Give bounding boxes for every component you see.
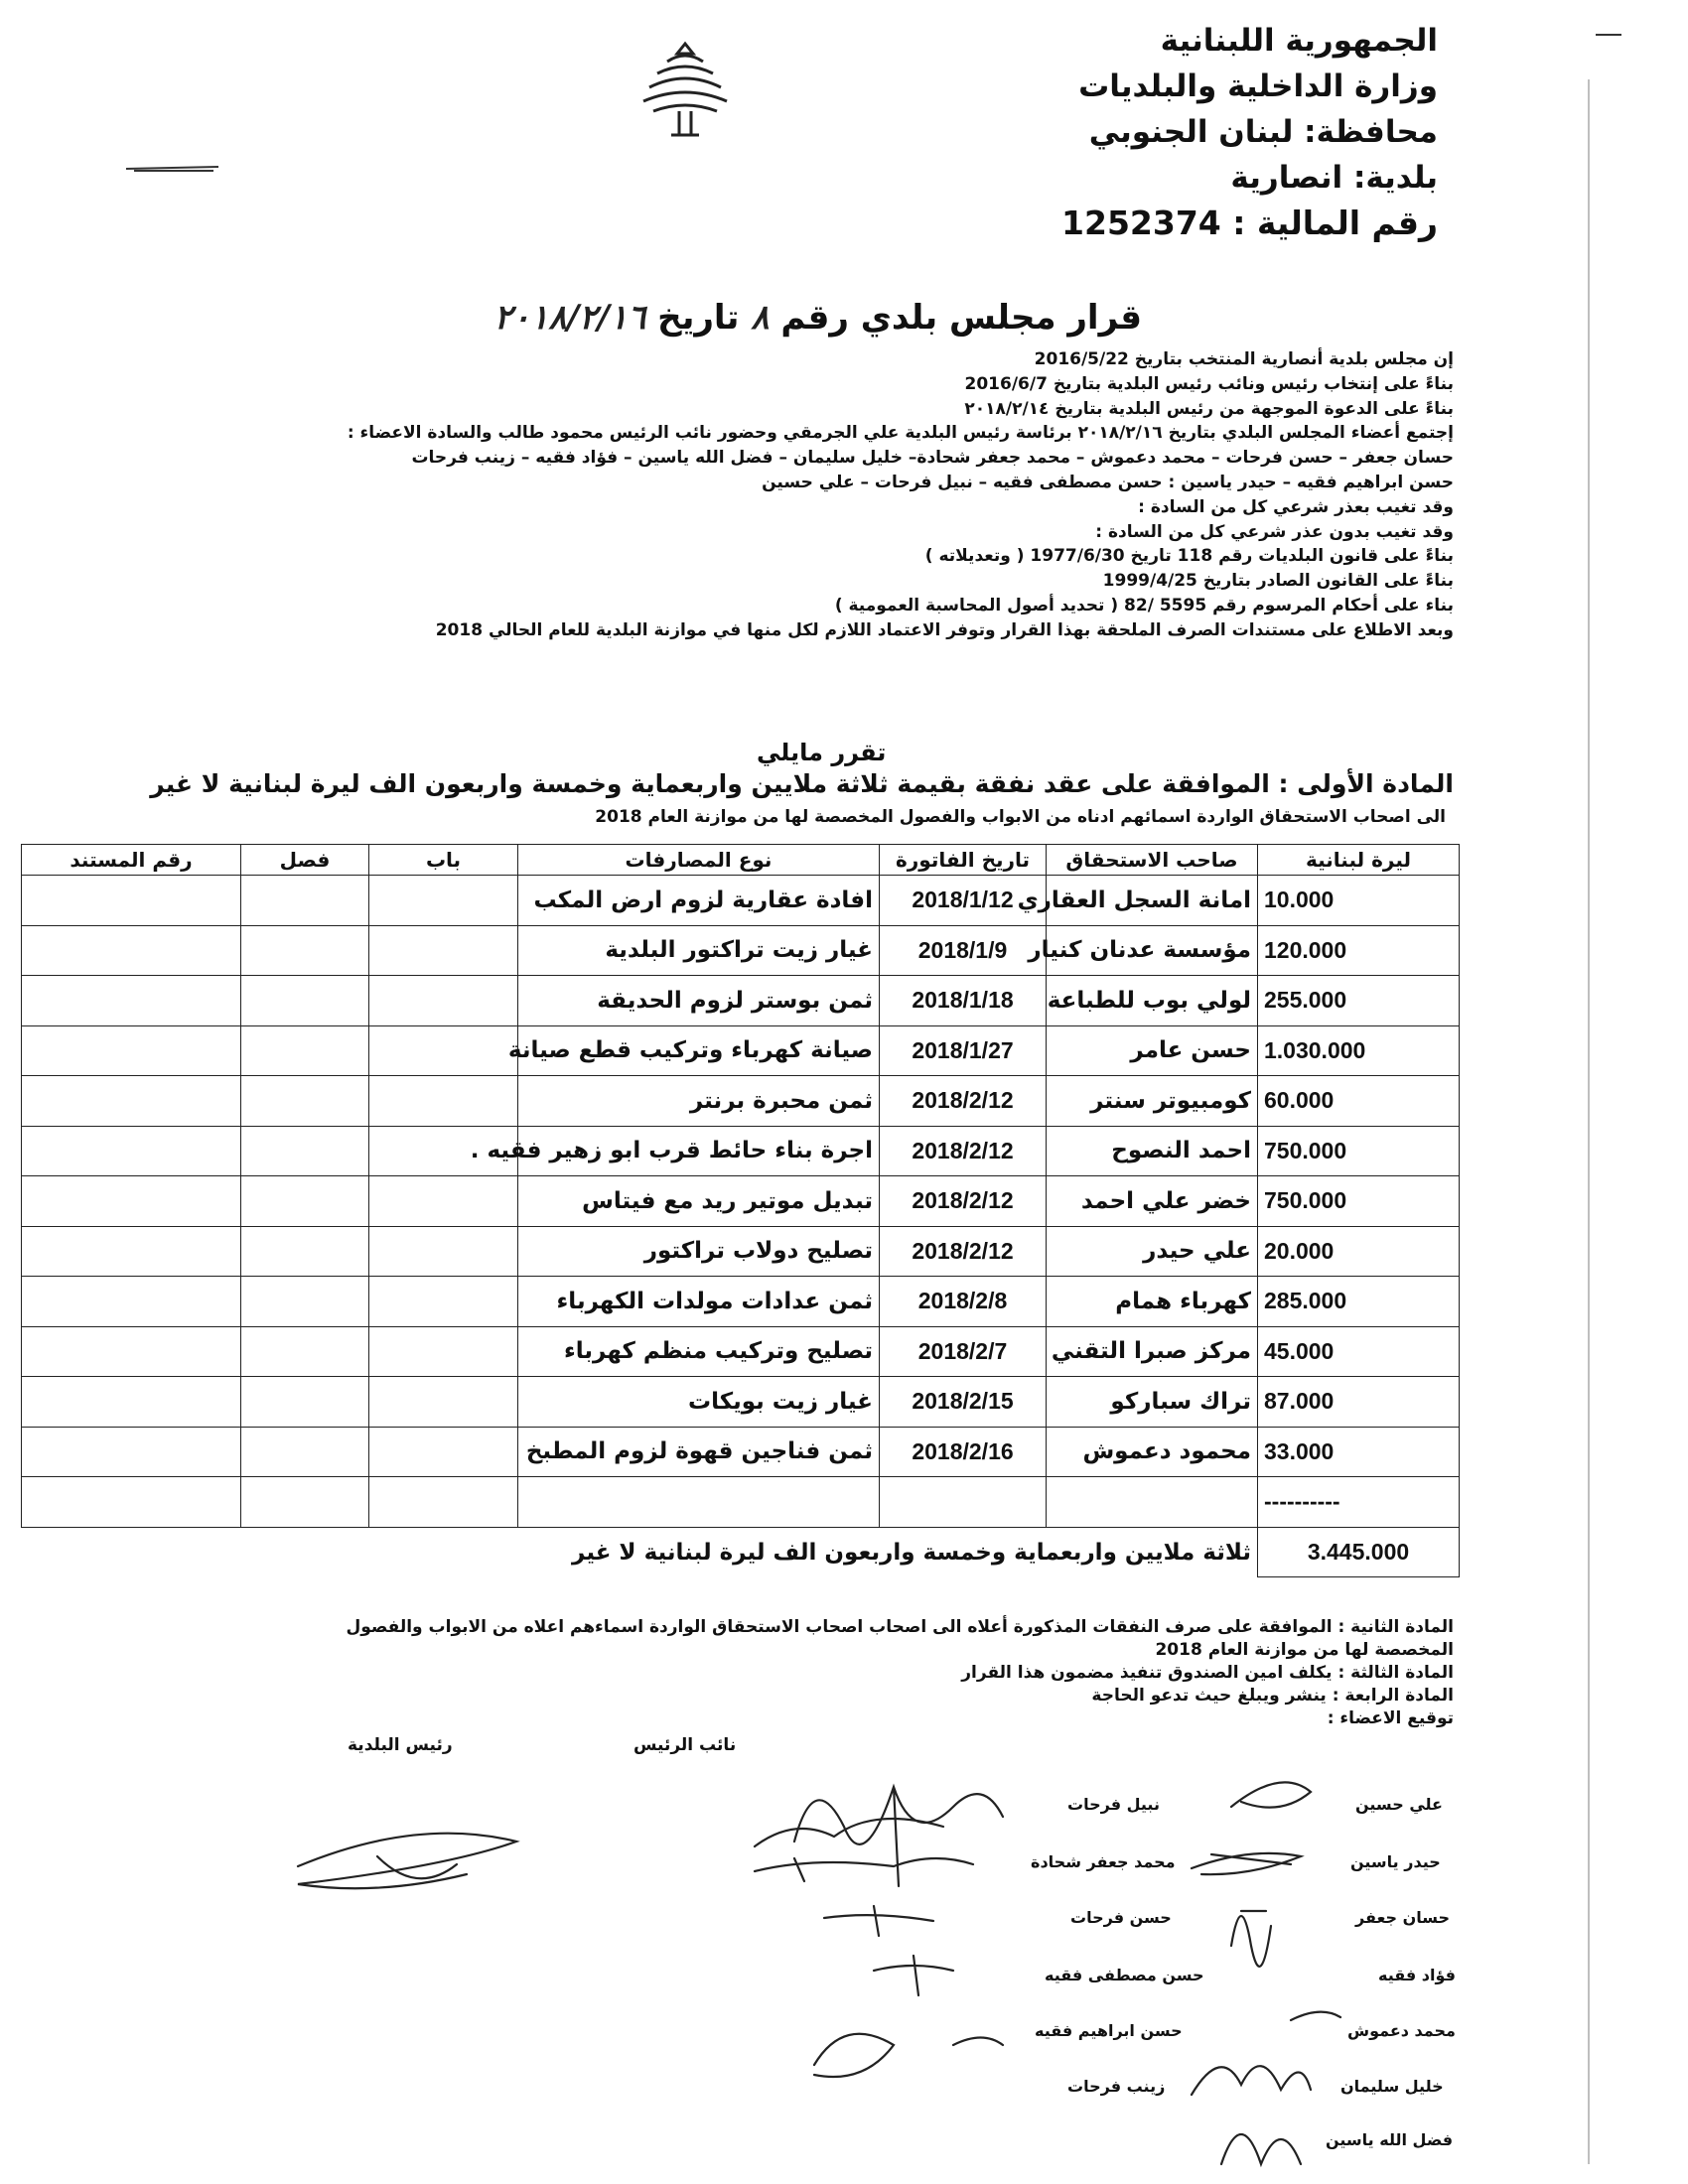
cell-amount: 1.030.000 bbox=[1258, 1025, 1460, 1076]
cell-invoice-date bbox=[880, 1477, 1047, 1528]
cell-expense-type: غيار زيت تراكتور البلدية bbox=[518, 925, 880, 976]
cell-expense-type: ثمن بوستر لزوم الحديقة bbox=[518, 976, 880, 1026]
cell-section bbox=[241, 1277, 369, 1327]
article-three: المادة الثالثة : يكلف امين الصندوق تنفيذ مضمون هذا القرار bbox=[961, 1663, 1454, 1683]
cell-expense-type bbox=[518, 1477, 880, 1528]
table-row bbox=[22, 1326, 1460, 1377]
col-expense-type: نوع المصارفات bbox=[518, 845, 880, 876]
cell-section bbox=[241, 1025, 369, 1076]
preamble-line: حسان جعفر – حسن فرحات – محمد دعموش – محمد جعفر شحادة– خليل سليمان – فضل الله ياسين – فؤاد فقيه – زينب فرحات bbox=[411, 448, 1454, 469]
cell-beneficiary: كهرباء همام bbox=[1047, 1277, 1258, 1327]
table-row bbox=[22, 1226, 1460, 1277]
cell-chapter bbox=[369, 1427, 518, 1477]
vice-president-signature bbox=[794, 1787, 1003, 1886]
cell-invoice-date: 2018/2/12 bbox=[880, 1226, 1047, 1277]
pen-scribble-mark bbox=[124, 159, 223, 179]
document-header bbox=[882, 18, 1438, 246]
signatory-name: علي حسين bbox=[1355, 1795, 1443, 1814]
cell-doc-no bbox=[22, 876, 241, 926]
preamble-line: بناء على أحكام المرسوم رقم 5595 /82 ( تحديد أصول المحاسبة العمومية ) bbox=[834, 595, 1454, 615]
member-signature bbox=[755, 1858, 973, 1881]
cell-invoice-date: 2018/2/7 bbox=[880, 1326, 1047, 1377]
signatory-name: خليل سليمان bbox=[1340, 2077, 1444, 2096]
member-signature bbox=[824, 1906, 933, 1936]
cell-beneficiary: امانة السجل العقاري bbox=[1047, 876, 1258, 926]
cell-expense-type: افادة عقارية لزوم ارض المكب bbox=[518, 876, 880, 926]
col-beneficiary: صاحب الاستحقاق bbox=[1047, 845, 1258, 876]
member-signature bbox=[874, 1956, 953, 1995]
table-row bbox=[22, 1427, 1460, 1477]
preamble-line: حسن ابراهيم فقيه – حيدر ياسين : حسن مصطفى فقيه – نبيل فرحات – علي حسين bbox=[762, 472, 1454, 492]
cell-section bbox=[241, 1377, 369, 1428]
cell-doc-no bbox=[22, 1025, 241, 1076]
table-row bbox=[22, 1477, 1460, 1528]
article-two: المادة الثانية : الموافقة على صرف النفقات المذكورة أعلاه الى اصحاب اصحاب الاستحقاق الواردة اسماءهم اعلاه من الابواب والفصول bbox=[346, 1617, 1454, 1637]
table-row bbox=[22, 1176, 1460, 1227]
title-date-label: تاريخ bbox=[657, 298, 740, 338]
member-signature bbox=[755, 1819, 943, 1846]
cell-invoice-date: 2018/1/27 bbox=[880, 1025, 1047, 1076]
signatory-name: حيدر ياسين bbox=[1350, 1852, 1441, 1871]
governorate-line: محافظة: لبنان الجنوبي bbox=[1088, 114, 1438, 150]
vice-president-label: نائب الرئيس bbox=[633, 1735, 737, 1755]
cell-section bbox=[241, 1477, 369, 1528]
cell-doc-no bbox=[22, 1326, 241, 1377]
cell-amount: 255.000 bbox=[1258, 976, 1460, 1026]
cell-amount: 10.000 bbox=[1258, 876, 1460, 926]
cell-amount: 33.000 bbox=[1258, 1427, 1460, 1477]
preamble-line: وبعد الاطلاع على مستندات الصرف الملحقة بهذا القرار وتوفر الاعتماد اللازم لكل منها في موازنة البلدية للعام الحالي 2018 bbox=[435, 619, 1454, 640]
decision-number: ٨ bbox=[751, 298, 770, 338]
cell-beneficiary: كومبيوتر سنتر bbox=[1047, 1076, 1258, 1127]
cell-chapter bbox=[369, 1176, 518, 1227]
cell-expense-type: تصليح وتركيب منظم كهرباء bbox=[518, 1326, 880, 1377]
member-signature bbox=[1291, 2012, 1340, 2020]
total-amount-words: ثلاثة ملايين واربعماية وخمسة واربعون الف ليرة لبنانية لا غير bbox=[22, 1527, 1258, 1577]
signatory-name: نبيل فرحات bbox=[1067, 1795, 1160, 1814]
cell-section bbox=[241, 1226, 369, 1277]
cell-beneficiary: تراك سباركو bbox=[1047, 1377, 1258, 1428]
cell-amount: 60.000 bbox=[1258, 1076, 1460, 1127]
cell-chapter bbox=[369, 1226, 518, 1277]
preamble-line: بناءً على قانون البلديات رقم 118 تاريخ 1977/6/30 ( وتعديلاته ) bbox=[924, 546, 1454, 567]
cell-section bbox=[241, 1326, 369, 1377]
signatory-name: فضل الله ياسين bbox=[1326, 2130, 1454, 2149]
col-chapter: باب bbox=[369, 845, 518, 876]
cell-expense-type: ثمن عدادات مولدات الكهرباء bbox=[518, 1277, 880, 1327]
signatory-name: فؤاد فقيه bbox=[1378, 1966, 1456, 1984]
cell-beneficiary: حسن عامر bbox=[1047, 1025, 1258, 1076]
cell-chapter bbox=[369, 1377, 518, 1428]
cell-chapter bbox=[369, 1025, 518, 1076]
table-row bbox=[22, 1126, 1460, 1176]
preamble-line: إن مجلس بلدية أنصارية المنتخب بتاريخ 2016/5/22 bbox=[1034, 349, 1454, 369]
cell-doc-no bbox=[22, 1126, 241, 1176]
cell-expense-type: ثمن محبرة برنتر bbox=[518, 1076, 880, 1127]
cell-amount: 120.000 bbox=[1258, 925, 1460, 976]
cell-amount: ---------- bbox=[1258, 1477, 1460, 1528]
cell-beneficiary: احمد النصوح bbox=[1047, 1126, 1258, 1176]
preamble-line: وقد تغيب بدون عذر شرعي كل من السادة : bbox=[1095, 521, 1454, 542]
finance-number: رقم المالية : 1252374 bbox=[1061, 204, 1438, 242]
cell-doc-no bbox=[22, 1377, 241, 1428]
cell-invoice-date: 2018/2/12 bbox=[880, 1176, 1047, 1227]
cell-beneficiary: مؤسسة عدنان كنيار bbox=[1047, 925, 1258, 976]
cell-amount: 20.000 bbox=[1258, 1226, 1460, 1277]
title-prefix: قرار مجلس بلدي رقم bbox=[780, 298, 1142, 338]
member-signature bbox=[1192, 1853, 1301, 1874]
president-label: رئيس البلدية bbox=[348, 1735, 453, 1755]
expenses-table bbox=[21, 844, 1460, 1577]
col-invoice-date: تاريخ الفاتورة bbox=[880, 845, 1047, 876]
municipality-line: بلدية: انصارية bbox=[1230, 160, 1438, 196]
article-four: المادة الرابعة : ينشر ويبلغ حيث تدعو الحاجة bbox=[1091, 1686, 1454, 1706]
cell-beneficiary: خضر علي احمد bbox=[1047, 1176, 1258, 1227]
cell-section bbox=[241, 876, 369, 926]
cell-expense-type: صيانة كهرباء وتركيب قطع صيانة bbox=[518, 1025, 880, 1076]
cell-beneficiary: علي حيدر bbox=[1047, 1226, 1258, 1277]
president-signature bbox=[298, 1834, 516, 1889]
signatory-name: حسن فرحات bbox=[1070, 1908, 1172, 1927]
cell-chapter bbox=[369, 1277, 518, 1327]
cedar-emblem-icon bbox=[635, 40, 735, 139]
article-two-continued: المخصصة لها من موازنة العام 2018 bbox=[1155, 1640, 1454, 1660]
cell-doc-no bbox=[22, 1427, 241, 1477]
table-row bbox=[22, 1025, 1460, 1076]
cell-chapter bbox=[369, 876, 518, 926]
cell-beneficiary bbox=[1047, 1477, 1258, 1528]
republic-line: الجمهورية اللبنانية bbox=[1160, 23, 1438, 59]
cell-doc-no bbox=[22, 1076, 241, 1127]
decision-date-handwritten: ٢٠١٨/٢/١٦ bbox=[493, 298, 646, 338]
article-one-continued: الى اصحاب الاستحقاق الواردة اسمائهم ادناه من الابواب والفصول المخصصة لها من موازنة العام 2018 bbox=[595, 807, 1446, 827]
preamble-line: بناءً على إنتخاب رئيس ونائب رئيس البلدية بتاريخ 2016/6/7 bbox=[964, 373, 1454, 394]
signatory-name: حسان جعفر bbox=[1355, 1908, 1451, 1927]
cell-section bbox=[241, 1176, 369, 1227]
table-row bbox=[22, 876, 1460, 926]
cell-invoice-date: 2018/2/16 bbox=[880, 1427, 1047, 1477]
cell-section bbox=[241, 976, 369, 1026]
signatory-name: حسن مصطفى فقيه bbox=[1045, 1966, 1204, 1984]
cell-beneficiary: مركز صبرا التقني bbox=[1047, 1326, 1258, 1377]
edge-dash-mark bbox=[1594, 30, 1623, 40]
table-row bbox=[22, 1076, 1460, 1127]
cell-chapter bbox=[369, 1326, 518, 1377]
member-signature bbox=[814, 2034, 1003, 2077]
cell-doc-no bbox=[22, 976, 241, 1026]
preamble-line: بناءً على القانون الصادر بتاريخ 1999/4/25 bbox=[1102, 571, 1454, 592]
cell-invoice-date: 2018/1/9 bbox=[880, 925, 1047, 976]
article-one: المادة الأولى : الموافقة على عقد نفقة بقيمة ثلاثة ملايين واربعماية وخمسة واربعون الف ليرة لبنانية لا غير bbox=[150, 769, 1454, 798]
cell-doc-no bbox=[22, 1477, 241, 1528]
cell-amount: 45.000 bbox=[1258, 1326, 1460, 1377]
cell-invoice-date: 2018/2/8 bbox=[880, 1277, 1047, 1327]
signatory-name: حسن ابراهيم فقيه bbox=[1035, 2021, 1183, 2040]
cell-amount: 750.000 bbox=[1258, 1126, 1460, 1176]
ministry-line: وزارة الداخلية والبلديات bbox=[1078, 68, 1438, 104]
cell-beneficiary: محمود دعموش bbox=[1047, 1427, 1258, 1477]
cell-invoice-date: 2018/2/12 bbox=[880, 1126, 1047, 1176]
col-section: فصل bbox=[241, 845, 369, 876]
preamble-line: بناءً على الدعوة الموجهة من رئيس البلدية بتاريخ ٢٠١٨/٢/١٤ bbox=[964, 398, 1454, 419]
cell-chapter bbox=[369, 925, 518, 976]
cell-amount: 87.000 bbox=[1258, 1377, 1460, 1428]
col-doc-no: رقم المستند bbox=[22, 845, 241, 876]
table-total-row bbox=[22, 1527, 1460, 1577]
cell-expense-type: تبديل موتير ريد مع فيتاس bbox=[518, 1176, 880, 1227]
table-row bbox=[22, 1277, 1460, 1327]
col-amount: ليرة لبنانية bbox=[1258, 845, 1460, 876]
cell-expense-type: تصليح دولاب تراكتور bbox=[518, 1226, 880, 1277]
cell-chapter bbox=[369, 1477, 518, 1528]
signatory-name: محمد دعموش bbox=[1347, 2021, 1456, 2040]
cell-beneficiary: لولي بوب للطباعة bbox=[1047, 976, 1258, 1026]
cell-section bbox=[241, 1427, 369, 1477]
table-row bbox=[22, 925, 1460, 976]
cell-chapter bbox=[369, 976, 518, 1026]
cell-amount: 285.000 bbox=[1258, 1277, 1460, 1327]
member-signature bbox=[1221, 2134, 1301, 2164]
decides-heading: تقرر مايلي bbox=[757, 739, 887, 766]
cell-expense-type: غيار زيت بويكات bbox=[518, 1377, 880, 1428]
member-signature bbox=[1192, 2066, 1311, 2095]
handwritten-signatures bbox=[0, 1747, 1688, 2184]
cell-section bbox=[241, 1076, 369, 1127]
table-header-row bbox=[22, 845, 1460, 876]
signatory-name: محمد جعفر شحادة bbox=[1031, 1852, 1176, 1871]
member-signature bbox=[1231, 1782, 1311, 1807]
cell-doc-no bbox=[22, 925, 241, 976]
cell-section bbox=[241, 925, 369, 976]
preamble-line: إجتمع أعضاء المجلس البلدي بتاريخ ٢٠١٨/٢/١٦ برئاسة رئيس البلدية علي الجرمقي وحضور نائب الرئيس محمود طالب والسادة الاعضاء : bbox=[347, 423, 1454, 444]
decision-title bbox=[494, 298, 1142, 338]
cell-doc-no bbox=[22, 1277, 241, 1327]
cell-doc-no bbox=[22, 1176, 241, 1227]
cell-doc-no bbox=[22, 1226, 241, 1277]
cell-invoice-date: 2018/2/12 bbox=[880, 1076, 1047, 1127]
preamble-line: وقد تغيب بعذر شرعي كل من السادة : bbox=[1138, 496, 1454, 517]
cell-section bbox=[241, 1126, 369, 1176]
table-row bbox=[22, 976, 1460, 1026]
total-amount: 3.445.000 bbox=[1258, 1527, 1460, 1577]
cell-invoice-date: 2018/1/12 bbox=[880, 876, 1047, 926]
signatory-name: زينب فرحات bbox=[1067, 2077, 1166, 2096]
cell-expense-type: ثمن فناجين قهوة لزوم المطبخ bbox=[518, 1427, 880, 1477]
cell-expense-type: اجرة بناء حائط قرب ابو زهير فقيه . bbox=[518, 1126, 880, 1176]
preamble bbox=[24, 347, 1454, 643]
closing-articles bbox=[64, 1616, 1454, 1730]
member-signature bbox=[1231, 1911, 1271, 1967]
cell-chapter bbox=[369, 1076, 518, 1127]
table-row bbox=[22, 1377, 1460, 1428]
cell-invoice-date: 2018/2/15 bbox=[880, 1377, 1047, 1428]
members-signature-label: توقيع الاعضاء : bbox=[1327, 1708, 1454, 1728]
cell-invoice-date: 2018/1/18 bbox=[880, 976, 1047, 1026]
cell-amount: 750.000 bbox=[1258, 1176, 1460, 1227]
